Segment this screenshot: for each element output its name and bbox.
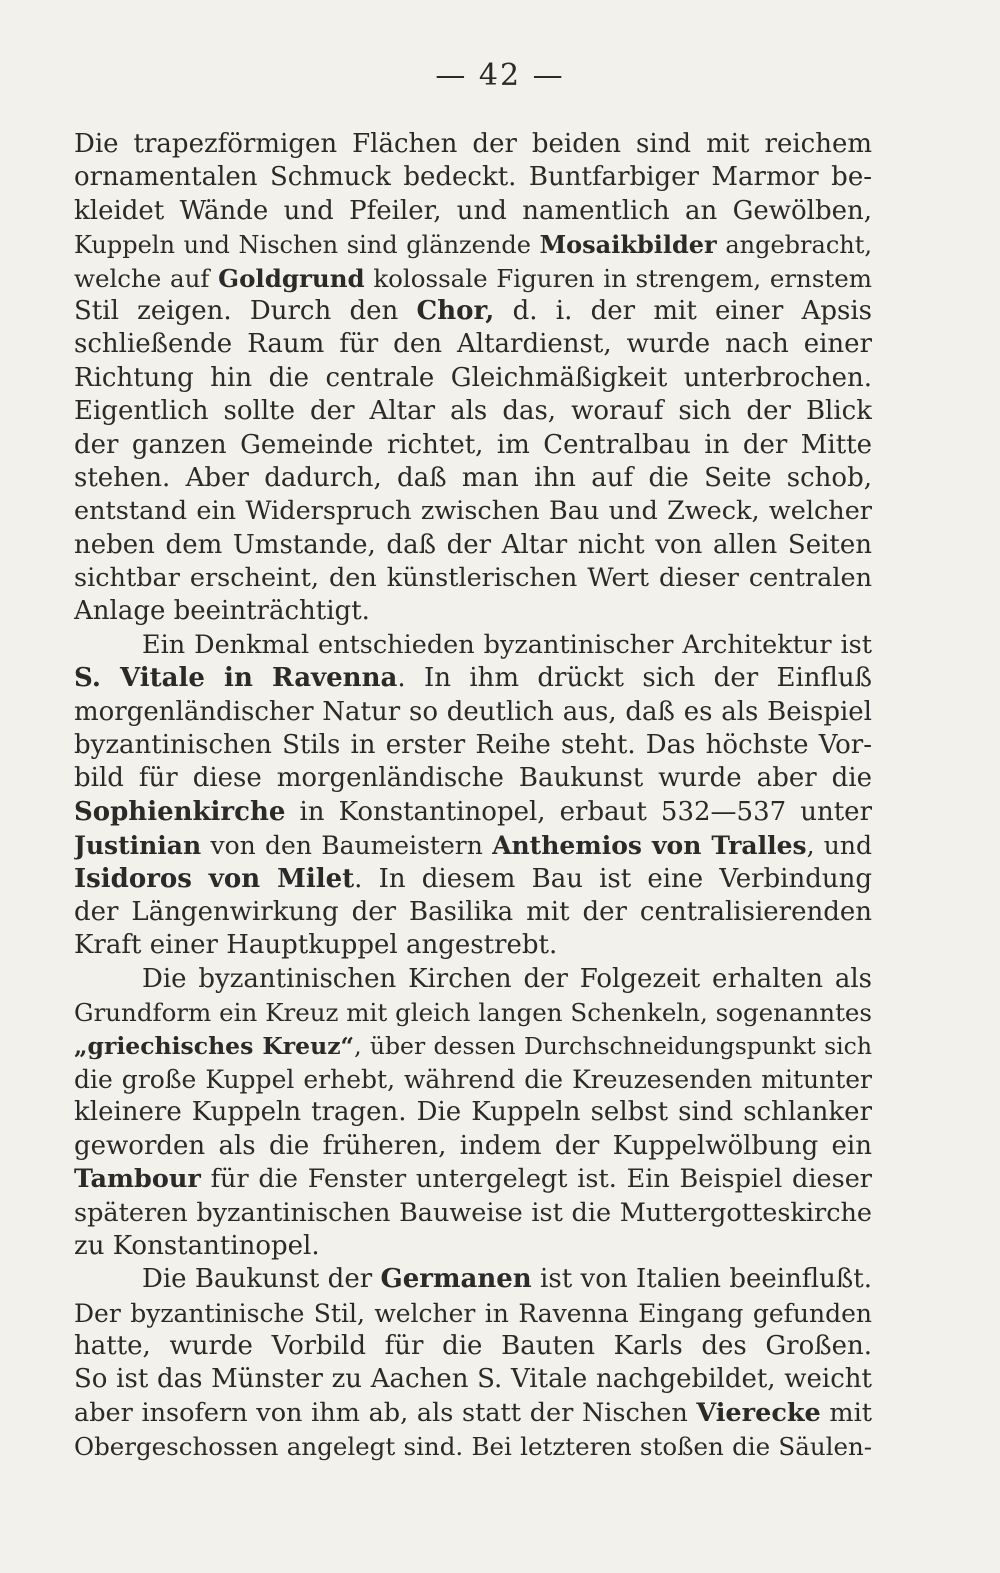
text-line: Anlage beeinträchtigt.: [74, 596, 370, 627]
text-run: Stil zeigen. Durch den: [74, 295, 417, 326]
text-line: [74, 262, 872, 295]
text-line: kleinere Kuppeln tragen. Die Kuppeln selbst sind schlanker: [74, 1097, 872, 1128]
text-line: sichtbar erscheint, den künstlerischen Wert dieser centralen: [74, 563, 872, 594]
text-line: [74, 228, 872, 261]
text-line: bild für diese morgenländische Baukunst wurde aber die: [74, 763, 872, 794]
text-run: für die Fenster untergelegt ist. Ein Beispiel dieser: [200, 1164, 872, 1195]
text-run: angebracht,: [716, 231, 872, 260]
emphasized-term: Isidoros von Milet: [74, 863, 355, 894]
text-line: [74, 1163, 872, 1196]
text-line: Ein Denkmal entschieden byzantinischer Architektur ist: [142, 629, 872, 660]
emphasized-term: Justinian: [74, 831, 202, 861]
text-line: Obergeschossen angelegt sind. Bei letzteren stoßen die Säulen-: [74, 1432, 872, 1462]
text-line: [74, 662, 872, 695]
text-line: Die byzantinischen Kirchen der Folgezeit erhalten als: [142, 963, 872, 994]
text-line: Grundform ein Kreuz mit gleich langen Schenkeln, sogenanntes: [74, 998, 872, 1028]
text-line: [74, 1397, 872, 1430]
text-line: byzantinischen Stils in erster Reihe steht. Das höchste Vor-: [74, 730, 872, 761]
body-text: [74, 128, 872, 1464]
text-line: [74, 1030, 872, 1063]
text-line: zu Konstantinopel.: [74, 1230, 320, 1261]
text-run: . In ihm drückt sich der Einfluß: [397, 663, 872, 694]
emphasized-term: Tambour: [74, 1164, 201, 1195]
text-line: späteren byzantinischen Bauweise ist die Muttergotteskirche: [74, 1197, 872, 1228]
text-run: , über dessen Durchschneidungspunkt sich: [354, 1031, 872, 1060]
text-line: entstand ein Widerspruch zwischen Bau und Zweck, welcher: [74, 496, 872, 527]
text-line: [74, 863, 872, 896]
text-line: [74, 829, 872, 862]
text-run: welche auf: [74, 263, 219, 293]
text-run: Kuppeln und Nischen sind glänzende: [74, 231, 540, 260]
text-line: morgenländischer Natur so deutlich aus, daß es als Beispiel: [74, 696, 872, 727]
emphasized-term: Germanen: [380, 1264, 532, 1295]
emphasized-term: Sophienkirche: [74, 796, 286, 827]
text-run: d. i. der mit einer Apsis: [494, 295, 872, 326]
text-run: in Konstantinopel, erbaut 532—537 unter: [285, 796, 872, 827]
emphasized-term: S. Vitale in Ravenna: [74, 663, 398, 694]
emphasized-term: Chor,: [416, 295, 495, 326]
text-line: hatte, wurde Vorbild für die Bauten Karls des Großen.: [74, 1331, 872, 1362]
text-line: Richtung hin die centrale Gleichmäßigkeit unterbrochen.: [74, 362, 872, 393]
text-line: schließende Raum für den Altardienst, wurde nach einer: [74, 329, 872, 360]
text-line: geworden als die früheren, indem der Kuppelwölbung ein: [74, 1130, 872, 1161]
text-line: Der byzantinische Stil, welcher in Ravenna Eingang gefunden: [74, 1298, 872, 1328]
text-line: ornamentalen Schmuck bedeckt. Buntfarbiger Marmor be-: [74, 162, 872, 193]
emphasized-term: Anthemios von Tralles: [492, 831, 807, 861]
text-run: ist von Italien beeinflußt.: [531, 1264, 872, 1295]
text-run: , und: [806, 831, 872, 861]
text-line: der Längenwirkung der Basilika mit der centralisierenden: [74, 896, 872, 927]
page-number: — 42 —: [435, 58, 565, 93]
text-run: kolossale Figuren in strengem, ernstem: [364, 263, 872, 293]
text-line: kleidet Wände und Pfeiler, und namentlich an Gewölben,: [74, 195, 872, 226]
text-line: Kraft einer Hauptkuppel angestrebt.: [74, 930, 558, 961]
emphasized-term: „griechisches Kreuz“: [74, 1031, 355, 1060]
text-run: . In diesem Bau ist eine Verbindung: [354, 863, 872, 894]
text-line: stehen. Aber dadurch, daß man ihn auf die Seite schob,: [74, 462, 872, 493]
text-line: [74, 1263, 872, 1296]
text-run: aber insofern von ihm ab, als statt der Nischen: [74, 1397, 697, 1428]
text-run: Die Baukunst der: [142, 1264, 381, 1295]
text-line: So ist das Münster zu Aachen S. Vitale nachgebildet, weicht: [74, 1364, 872, 1395]
text-line: Eigentlich sollte der Altar als das, worauf sich der Blick: [74, 396, 872, 427]
text-line: Die trapezförmigen Flächen der beiden sind mit reichem: [74, 129, 872, 159]
emphasized-term: Vierecke: [696, 1397, 821, 1428]
text-line: der ganzen Gemeinde richtet, im Centralbau in der Mitte: [74, 429, 872, 460]
text-line: die große Kuppel erhebt, während die Kreuzesenden mitunter: [74, 1064, 872, 1094]
text-run: von den Baumeistern: [201, 831, 493, 861]
text-run: mit: [820, 1397, 872, 1428]
emphasized-term: Mosaikbilder: [539, 230, 717, 260]
text-line: [74, 796, 872, 829]
emphasized-term: Goldgrund: [218, 263, 365, 293]
text-line: neben dem Umstande, daß der Altar nicht von allen Seiten: [74, 529, 872, 560]
text-line: [74, 295, 872, 328]
